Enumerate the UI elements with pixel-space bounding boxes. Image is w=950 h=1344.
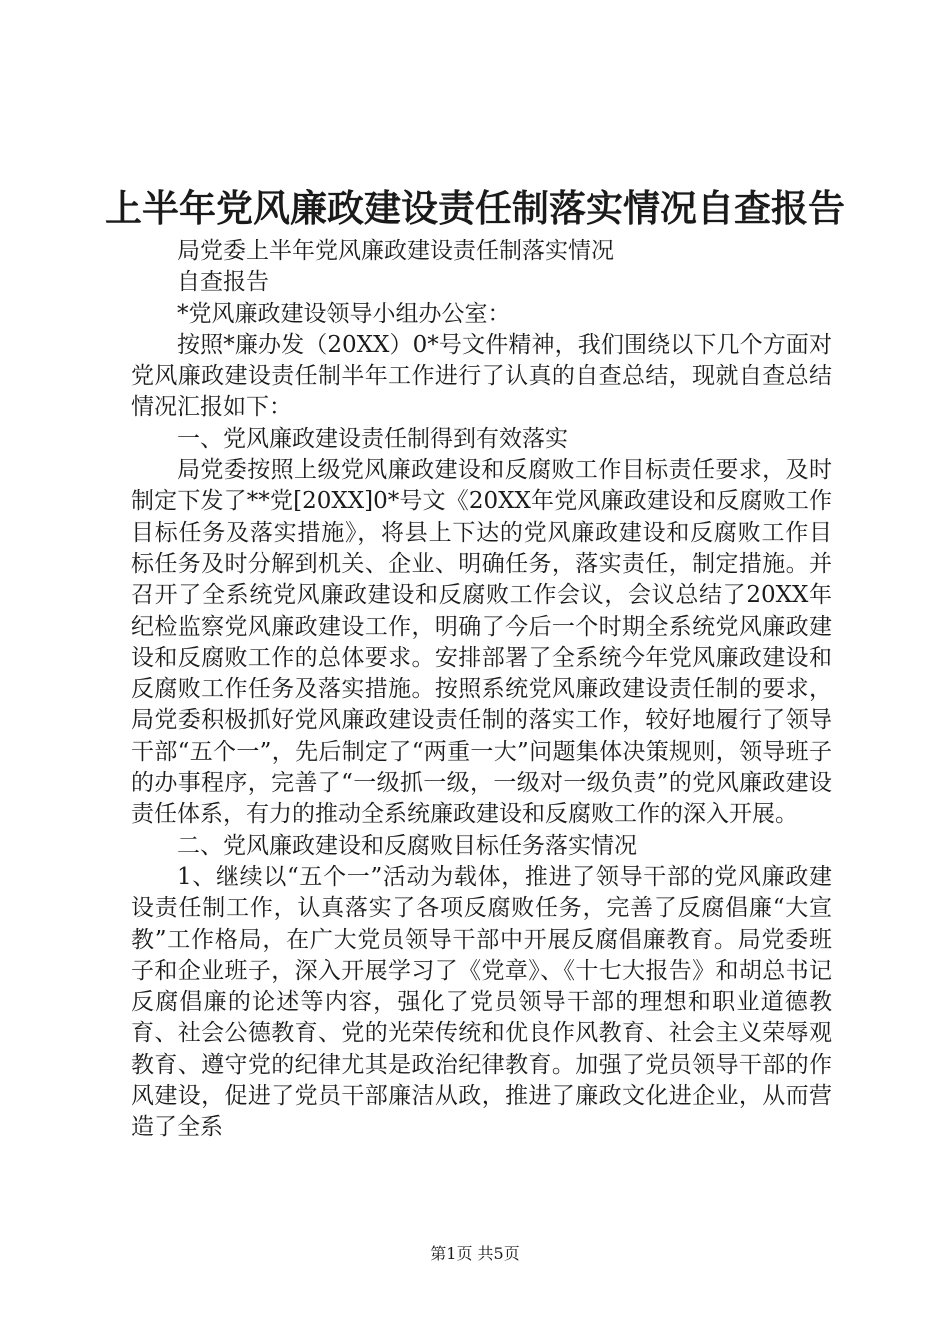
- body-paragraph-1: 局党委上半年党风廉政建设责任制落实情况: [177, 238, 614, 264]
- page-footer: 第1页 共5页: [430, 1244, 520, 1263]
- body-paragraph-3: *党风廉政建设领导小组办公室：: [177, 300, 511, 327]
- body-paragraph-4: 按照*廉办发（20XX）0*号文件精神，我们围绕以下几个方面对党风廉政建设责任制半年工作进行了认真的自查总结，现就自查总结情况汇报如下：: [131, 331, 832, 421]
- body-paragraph-5: 局党委按照上级党风廉政建设和反腐败工作目标责任要求，及时制定下发了**党[20XX]0*号文《20XX年党风廉政建设和反腐败工作目标任务及落实措施》，将县上下达的党风廉政建设和反腐败工作目标任务及时分解到机关、企业、明确任务，落实责任，制定措施。并召开了全系统党风廉政建设和反腐败工作会议，会议总结了20XX年纪检监察党风廉政建设工作，明确了今后一个时期全系统党风廉政建设和反腐败工作的总体要求。安排部署了全系统今年党风廉政建设和反腐败工作任务及落实措施。按照系统党风廉政建设责任制的要求，局党委积极抓好党风廉政建设责任制的落实工作，较好地履行了领导干部“五个一”，先后制定了“两重一大”问题集体决策规则，领导班子的办事程序，完善了“一级抓一级，一级对一级负责”的党风廉政建设责任体系，有力的推动全系统廉政建设和反腐败工作的深入开展。: [131, 457, 832, 828]
- document-body: [131, 236, 832, 1144]
- body-paragraph-6: 1、继续以“五个一”活动为载体，推进了领导干部的党风廉政建设责任制工作，认真落实了各项反腐败任务，完善了反腐倡廉“大宣教”工作格局，在广大党员领导干部中开展反腐倡廉教育。局党委班子和企业班子，深入开展学习了《党章》、《十七大报告》和胡总书记反腐倡廉的论述等内容，强化了党员领导干部的理想和职业道德教育、社会公德教育、党的光荣传统和优良作风教育、社会主义荣辱观教育、遵守党的纪律尤其是政治纪律教育。加强了党员领导干部的作风建设，促进了党员干部廉洁从政，推进了廉政文化进企业，从而营造了全系: [131, 863, 832, 1141]
- body-paragraph-2: 自查报告: [177, 269, 269, 296]
- section-heading-1: 一、党风廉政建设责任制得到有效落实: [177, 425, 568, 452]
- document-title: 上半年党风廉政建设责任制落实情况自查报告: [105, 186, 845, 230]
- section-heading-2: 二、党风廉政建设和反腐败目标任务落实情况: [177, 832, 637, 859]
